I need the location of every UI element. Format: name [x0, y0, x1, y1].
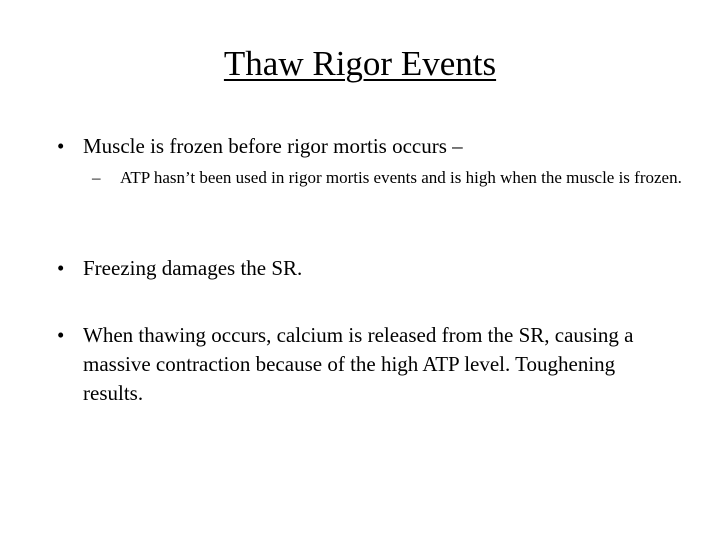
bullet-dot-icon: • — [57, 256, 65, 280]
sub-bullet-item-1 — [92, 166, 682, 190]
dash-icon: – — [92, 168, 101, 187]
bullet-dot-icon: • — [57, 323, 65, 347]
sub-bullet-text: ATP hasn’t been used in rigor mortis events and is high when the muscle is frozen. — [120, 168, 682, 187]
slide-title-text: Thaw Rigor Events — [223, 44, 497, 83]
bullet-dot-icon: • — [57, 134, 65, 158]
bullet-item-2 — [57, 254, 657, 283]
bullet-item-3 — [57, 321, 657, 408]
bullet-item-1 — [57, 132, 657, 161]
bullet-text: Muscle is frozen before rigor mortis occurs – — [83, 134, 463, 158]
bullet-text: When thawing occurs, calcium is released from the SR, causing a massive contraction because of the high ATP level. Toughening results. — [83, 323, 634, 405]
slide-title — [0, 44, 720, 84]
bullet-text: Freezing damages the SR. — [83, 256, 303, 280]
